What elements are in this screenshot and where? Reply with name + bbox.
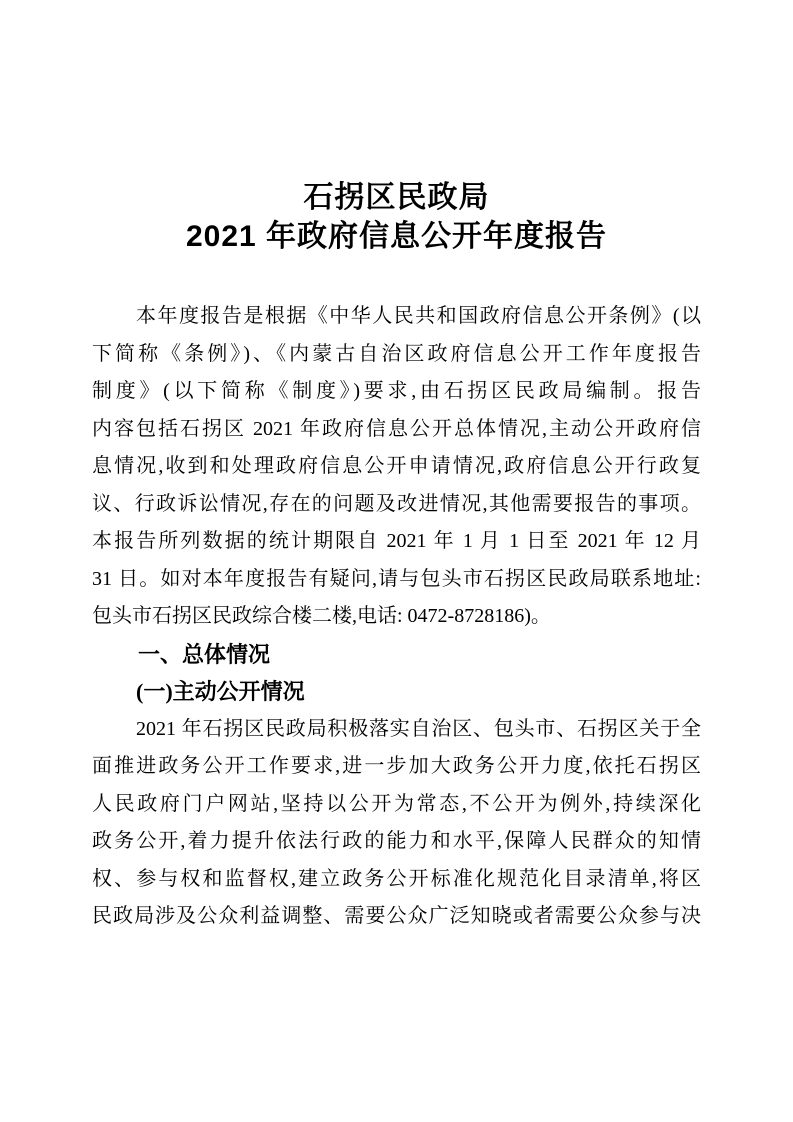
- paragraph-line: 人民政府门户网站,坚持以公开为常态,不公开为例外,持续深化: [92, 792, 701, 815]
- paragraph-line: 政务公开,着力提升依法行政的能力和水平,保障人民群众的知情: [92, 830, 701, 852]
- paragraph-line: 本报告所列数据的统计期限自 2021 年 1 月 1 日至 2021 年 12 月: [92, 530, 701, 552]
- paragraph-line: 本年度报告是根据《中华人民共和国政府信息公开条例》(以: [136, 305, 701, 327]
- paragraph-line: 下简称《条例》)、《内蒙古自治区政府信息公开工作年度报告: [92, 342, 701, 365]
- paragraph-line: 包头市石拐区民政综合楼二楼,电话: 0472-8728186)。: [92, 605, 551, 627]
- paragraph-line: 面推进政务公开工作要求,进一步加大政务公开力度,依托石拐区: [92, 755, 701, 777]
- section-heading-overall-situation: 一、总体情况: [138, 641, 271, 667]
- paragraph-line: 息情况,收到和处理政府信息公开申请情况,政府信息公开行政复: [92, 455, 701, 477]
- document-title: [92, 0, 701, 256]
- paragraph-line: 民政局涉及公众利益调整、需要公众广泛知晓或者需要公众参与决: [92, 905, 701, 927]
- paragraph-line: 31 日。如对本年度报告有疑问,请与包头市石拐区民政局联系地址:: [92, 567, 701, 590]
- document-content: [92, 0, 701, 936]
- paragraph-line: 权、参与权和监督权,建立政务公开标准化规范化目录清单,将区: [92, 867, 701, 890]
- paragraph-proactive-disclosure: [92, 711, 701, 936]
- paragraph-intro: [92, 298, 701, 636]
- paragraph-line: 内容包括石拐区 2021 年政府信息公开总体情况,主动公开政府信: [92, 417, 701, 440]
- document-body: [92, 298, 701, 936]
- paragraph-line: 议、行政诉讼情况,存在的问题及改进情况,其他需要报告的事项。: [92, 492, 701, 515]
- title-line-2: 2021 年政府信息公开年度报告: [185, 220, 608, 253]
- paragraph-line: 制度》(以下简称《制度》)要求,由石拐区民政局编制。报告: [92, 380, 701, 402]
- paragraph-line: 2021 年石拐区民政局积极落实自治区、包头市、石拐区关于全: [136, 717, 701, 740]
- title-line-1: 石拐区民政局: [303, 181, 490, 214]
- subsection-heading-proactive-disclosure: (一)主动公开情况: [136, 679, 305, 704]
